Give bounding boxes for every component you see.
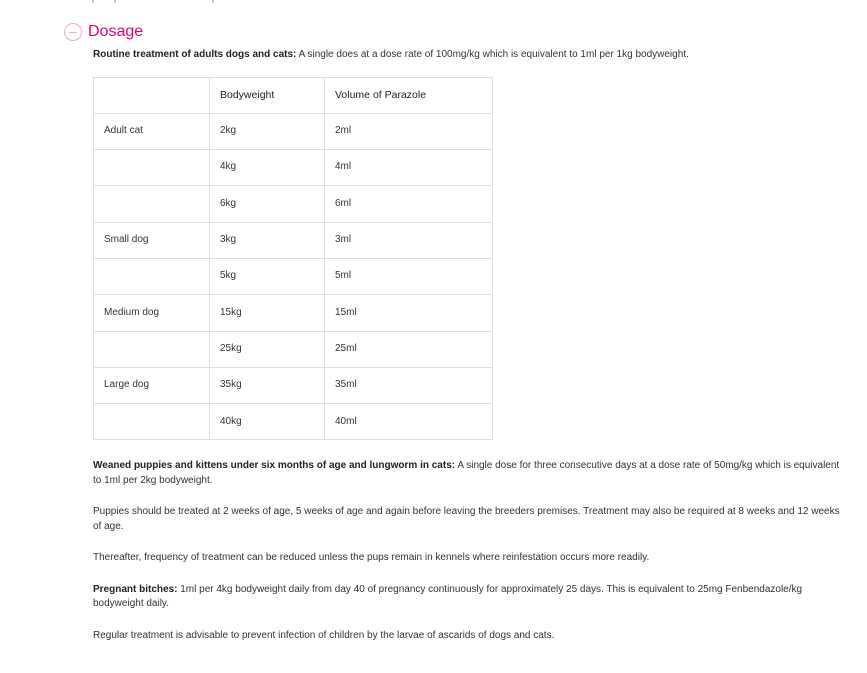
- animal-cell: Large dog: [94, 367, 210, 403]
- routine-text: A single does at a dose rate of 100mg/kg which is equivalent to 1ml per 1kg bodyweight.: [296, 49, 689, 60]
- bodyweight-cell: 15kg: [210, 295, 325, 331]
- volume-cell: 2ml: [325, 113, 493, 149]
- table-header-row: [94, 77, 493, 113]
- volume-cell: 5ml: [325, 258, 493, 294]
- dosage-accordion-header[interactable]: [64, 20, 844, 44]
- header-cell-volume: Volume of Parazole: [325, 77, 493, 113]
- bodyweight-cell: 5kg: [210, 258, 325, 294]
- puppies-paragraph: Puppies should be treated at 2 weeks of age, 5 weeks of age and again before leaving the breeders premises. Treatment may also be required at 8 weeks and 12 weeks of age.: [93, 506, 840, 532]
- weaned-text: A single dose for three consecutive days at a dose rate of 50mg/kg which is equivalent to 1ml per 2kg bodyweight.: [93, 460, 840, 486]
- animal-cell: Medium dog: [94, 295, 210, 331]
- bodyweight-cell: 3kg: [210, 222, 325, 258]
- table-row: [94, 150, 493, 186]
- dosage-table: [93, 77, 493, 441]
- animal-cell: [94, 258, 210, 294]
- volume-cell: 40ml: [325, 404, 493, 440]
- pregnant-text: 1ml per 4kg bodyweight daily from day 40 of pregnancy continuously for approximately 25 days. This is equivalent to 25mg Fenbendazole/kg bodyweight daily.: [93, 583, 803, 610]
- thereafter-paragraph: Thereafter, frequency of treatment can be reduced unless the pups remain in kennels where reinfestation occurs more readily.: [93, 552, 650, 564]
- routine-paragraph: [93, 48, 844, 63]
- bodyweight-cell: 25kg: [210, 331, 325, 367]
- header-cell-animal: [94, 77, 210, 113]
- weaned-paragraph: [93, 459, 844, 488]
- volume-cell: 35ml: [325, 367, 493, 403]
- weaned-label: Weaned puppies and kittens under six months of age and lungworm in cats:: [93, 460, 456, 472]
- table-row: [94, 258, 493, 294]
- pregnant-label: Pregnant bitches:: [93, 583, 178, 595]
- volume-cell: 3ml: [325, 222, 493, 258]
- animal-cell: [94, 404, 210, 440]
- regular-paragraph: Regular treatment is advisable to prevent infection of children by the larvae of ascarids of dogs and cats.: [93, 629, 555, 641]
- animal-cell: [94, 186, 210, 222]
- table-row: [94, 186, 493, 222]
- volume-cell: 15ml: [325, 295, 493, 331]
- routine-label: Routine treatment of adults dogs and cats:: [93, 49, 297, 60]
- volume-cell: 4ml: [325, 150, 493, 186]
- animal-cell: Small dog: [94, 222, 210, 258]
- volume-cell: 6ml: [325, 186, 493, 222]
- dosage-section: [64, 20, 844, 643]
- bodyweight-cell: 2kg: [210, 113, 325, 149]
- bodyweight-cell: 40kg: [210, 404, 325, 440]
- animal-cell: [94, 150, 210, 186]
- section-title: Dosage: [88, 23, 144, 40]
- table-row: [94, 404, 493, 440]
- header-cell-bodyweight: Bodyweight: [210, 77, 325, 113]
- volume-cell: 25ml: [325, 331, 493, 367]
- table-row: [94, 367, 493, 403]
- bodyweight-cell: 6kg: [210, 186, 325, 222]
- table-row: [94, 113, 493, 149]
- animal-cell: [94, 331, 210, 367]
- bodyweight-cell: 4kg: [210, 150, 325, 186]
- dosage-content: [93, 48, 844, 643]
- previous-section-remnant: [92, 0, 232, 4]
- animal-cell: Adult cat: [94, 113, 210, 149]
- table-row: [94, 331, 493, 367]
- table-row: [94, 295, 493, 331]
- bodyweight-cell: 35kg: [210, 367, 325, 403]
- table-row: [94, 222, 493, 258]
- minus-circle-icon[interactable]: [64, 23, 82, 41]
- pregnant-paragraph: [93, 583, 844, 612]
